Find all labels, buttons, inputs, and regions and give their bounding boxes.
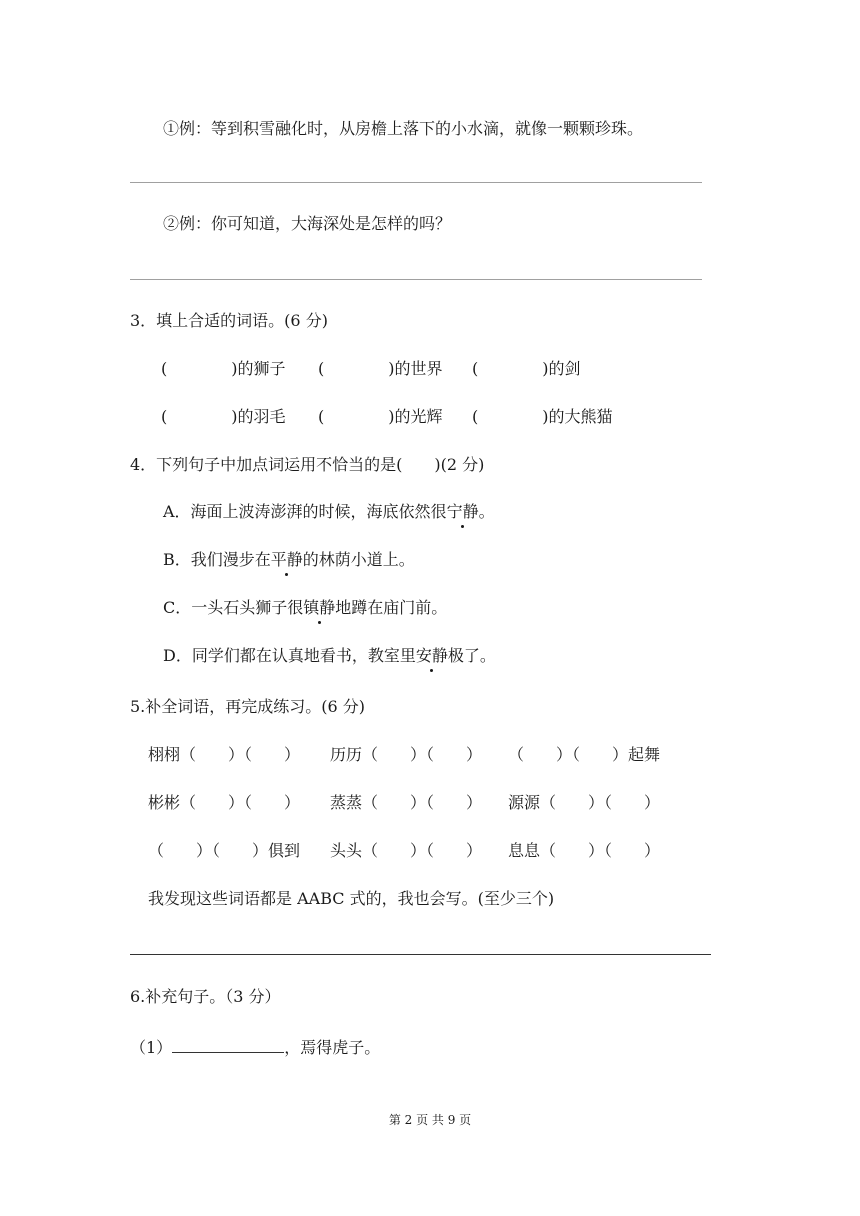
question-5-title: 5.补全词语，再完成练习。(6 分) bbox=[130, 697, 366, 716]
question-6-item-1 bbox=[130, 1036, 380, 1058]
page-footer: 第 2 页 共 9 页 bbox=[388, 1113, 472, 1127]
dotted-word: 平静 bbox=[270, 550, 303, 569]
fill-word-blank[interactable]: ( )的剑 bbox=[472, 359, 581, 378]
option-text: B．我们漫步在 bbox=[163, 550, 271, 569]
idiom-blank[interactable]: 头头（ ）（ ） bbox=[330, 841, 483, 860]
option-text: 。 bbox=[478, 502, 495, 521]
idiom-blank[interactable]: 历历（ ）（ ） bbox=[330, 745, 483, 764]
item-number: （1） bbox=[130, 1038, 173, 1057]
dotted-word: 宁静 bbox=[446, 502, 479, 521]
option-text: 地蹲在庙门前。 bbox=[335, 598, 448, 617]
option-c[interactable] bbox=[163, 598, 447, 618]
idiom-blank[interactable]: 源源（ ）（ ） bbox=[508, 793, 661, 812]
example-sentence-1: ①例：等到积雪融化时，从房檐上落下的小水滴，就像一颗颗珍珠。 bbox=[163, 119, 644, 138]
fill-word-blank[interactable]: ( )的狮子 bbox=[161, 359, 286, 378]
fill-word-blank[interactable]: ( )的光辉 bbox=[318, 407, 443, 426]
answer-line-2[interactable] bbox=[130, 279, 702, 280]
option-text: C．一头石头狮子很 bbox=[163, 598, 304, 617]
question-4-title: 4．下列句子中加点词运用不恰当的是( )(2 分) bbox=[130, 455, 485, 474]
fill-word-blank[interactable]: ( )的羽毛 bbox=[161, 407, 286, 426]
idiom-blank[interactable]: 蒸蒸（ ）（ ） bbox=[330, 793, 483, 812]
option-text: A．海面上波涛澎湃的时候，海底依然很 bbox=[163, 502, 447, 521]
idiom-blank[interactable]: （ ）（ ）起舞 bbox=[508, 745, 661, 764]
dotted-word: 镇静 bbox=[303, 598, 336, 617]
option-text: D．同学们都在认真地看书，教室里 bbox=[163, 646, 416, 665]
option-d[interactable] bbox=[163, 646, 496, 666]
fill-word-blank[interactable]: ( )的大熊猫 bbox=[472, 407, 613, 426]
item-text: ，焉得虎子。 bbox=[284, 1038, 381, 1057]
idiom-blank[interactable]: 栩栩（ ）（ ） bbox=[148, 745, 301, 764]
sentence-blank[interactable] bbox=[172, 1036, 284, 1053]
option-text: 的林荫小道上。 bbox=[302, 550, 415, 569]
question-3-title: 3．填上合适的词语。(6 分) bbox=[130, 311, 328, 330]
idiom-blank[interactable]: （ ）（ ）俱到 bbox=[148, 841, 301, 860]
question-5-note: 我发现这些词语都是 AABC 式的，我也会写。(至少三个) bbox=[148, 889, 555, 908]
dotted-word: 安静 bbox=[415, 646, 448, 665]
answer-line-1[interactable] bbox=[130, 182, 702, 183]
idiom-blank[interactable]: 彬彬（ ）（ ） bbox=[148, 793, 301, 812]
question-6-title: 6.补充句子。（3 分） bbox=[130, 987, 281, 1006]
example-sentence-2: ②例：你可知道，大海深处是怎样的吗？ bbox=[163, 214, 452, 233]
fill-word-blank[interactable]: ( )的世界 bbox=[318, 359, 443, 378]
option-a[interactable] bbox=[163, 502, 495, 522]
option-text: 极了。 bbox=[447, 646, 496, 665]
option-b[interactable] bbox=[163, 550, 415, 570]
answer-line-3[interactable] bbox=[130, 954, 711, 955]
idiom-blank[interactable]: 息息（ ）（ ） bbox=[508, 841, 661, 860]
